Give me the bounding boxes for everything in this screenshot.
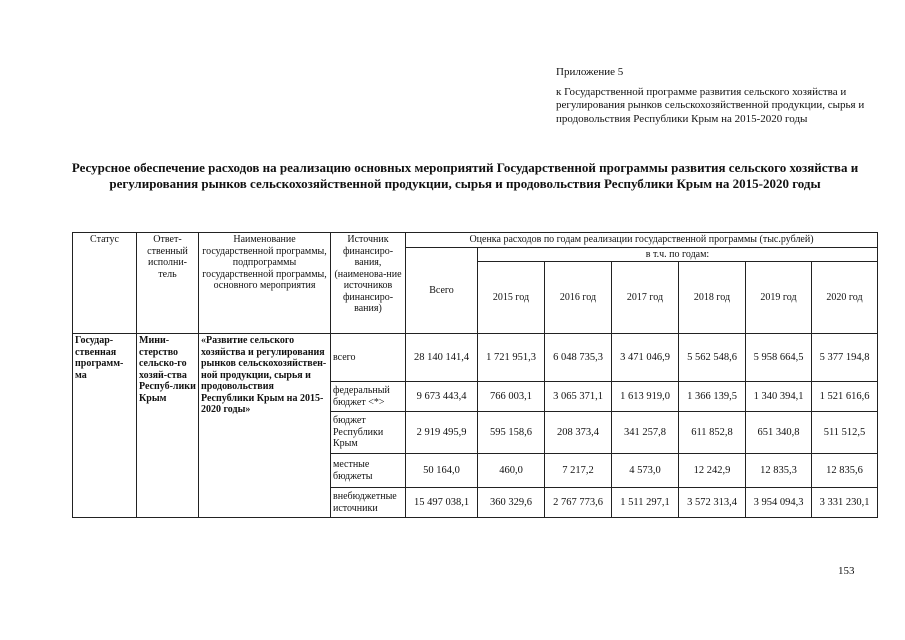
total-cell: 15 497 038,1	[406, 488, 478, 518]
value-cell: 1 511 297,1	[612, 488, 679, 518]
value-cell: 611 852,8	[679, 412, 746, 454]
page-number: 153	[838, 565, 855, 577]
value-cell: 12 835,3	[746, 454, 812, 488]
appendix-text: к Государственной программе развития сельского хозяйства и регулирования рынков сельскохозяйственной продукции, сырья и продовольствия Республики Крым на 2015-2020 годы	[556, 85, 865, 125]
value-cell: 1 721 951,3	[478, 334, 545, 382]
appendix-title: Приложение 5	[556, 66, 624, 78]
value-cell: 511 512,5	[812, 412, 878, 454]
value-cell: 5 377 194,8	[812, 334, 878, 382]
header-responsible: Ответ-ственный исполни-тель	[137, 233, 199, 334]
header-by-years: в т.ч. по годам:	[478, 247, 878, 262]
header-year: 2017 год	[612, 262, 679, 334]
total-cell: 9 673 443,4	[406, 382, 478, 412]
value-cell: 3 065 371,1	[545, 382, 612, 412]
total-cell: 28 140 141,4	[406, 334, 478, 382]
value-cell: 3 572 313,4	[679, 488, 746, 518]
value-cell: 208 373,4	[545, 412, 612, 454]
value-cell: 1 340 394,1	[746, 382, 812, 412]
source-cell: внебюджетные источники	[331, 488, 406, 518]
table-row	[73, 334, 878, 382]
value-cell: 4 573,0	[612, 454, 679, 488]
value-cell: 3 331 230,1	[812, 488, 878, 518]
header-total: Всего	[406, 247, 478, 334]
responsible-cell: Мини-стерство сельско-го хозяй-ства Респуб-лики Крым	[137, 334, 199, 518]
resource-table	[72, 232, 878, 518]
value-cell: 595 158,6	[478, 412, 545, 454]
appendix-note	[556, 66, 886, 126]
total-cell: 2 919 495,9	[406, 412, 478, 454]
header-year: 2020 год	[812, 262, 878, 334]
value-cell: 12 835,6	[812, 454, 878, 488]
value-cell: 341 257,8	[612, 412, 679, 454]
source-cell: всего	[331, 334, 406, 382]
value-cell: 460,0	[478, 454, 545, 488]
value-cell: 2 767 773,6	[545, 488, 612, 518]
status-cell: Государ-ственная программ-ма	[73, 334, 137, 518]
program-name-cell: «Развитие сельского хозяйства и регулирования рынков сельскохозяйствен-ной продукции, сырья и продовольствия Республики Крым на 2015-2020 годы»	[199, 334, 331, 518]
source-cell: местные бюджеты	[331, 454, 406, 488]
header-name: Наименование государственной программы, подпрограммы государственной программы, основного мероприятия	[199, 233, 331, 334]
document-title: Ресурсное обеспечение расходов на реализацию основных мероприятий Государственной программы развития сельского хозяйства и регулирования рынков сельскохозяйственной продукции, сырья и продовольствия Республики Крым на 2015-2020 годы	[71, 160, 859, 191]
header-year: 2015 год	[478, 262, 545, 334]
header-estimate: Оценка расходов по годам реализации государственной программы (тыс.рублей)	[406, 233, 878, 248]
total-cell: 50 164,0	[406, 454, 478, 488]
value-cell: 1 521 616,6	[812, 382, 878, 412]
value-cell: 7 217,2	[545, 454, 612, 488]
header-year: 2018 год	[679, 262, 746, 334]
value-cell: 6 048 735,3	[545, 334, 612, 382]
value-cell: 12 242,9	[679, 454, 746, 488]
value-cell: 5 958 664,5	[746, 334, 812, 382]
header-year: 2016 год	[545, 262, 612, 334]
header-source: Источник финансиро-вания, (наименова-ние источников финансиро-вания)	[331, 233, 406, 334]
value-cell: 360 329,6	[478, 488, 545, 518]
value-cell: 1 613 919,0	[612, 382, 679, 412]
value-cell: 651 340,8	[746, 412, 812, 454]
header-status: Статус	[73, 233, 137, 334]
value-cell: 766 003,1	[478, 382, 545, 412]
source-cell: бюджет Республики Крым	[331, 412, 406, 454]
value-cell: 3 471 046,9	[612, 334, 679, 382]
source-cell: федеральный бюджет <*>	[331, 382, 406, 412]
value-cell: 1 366 139,5	[679, 382, 746, 412]
value-cell: 3 954 094,3	[746, 488, 812, 518]
header-year: 2019 год	[746, 262, 812, 334]
value-cell: 5 562 548,6	[679, 334, 746, 382]
